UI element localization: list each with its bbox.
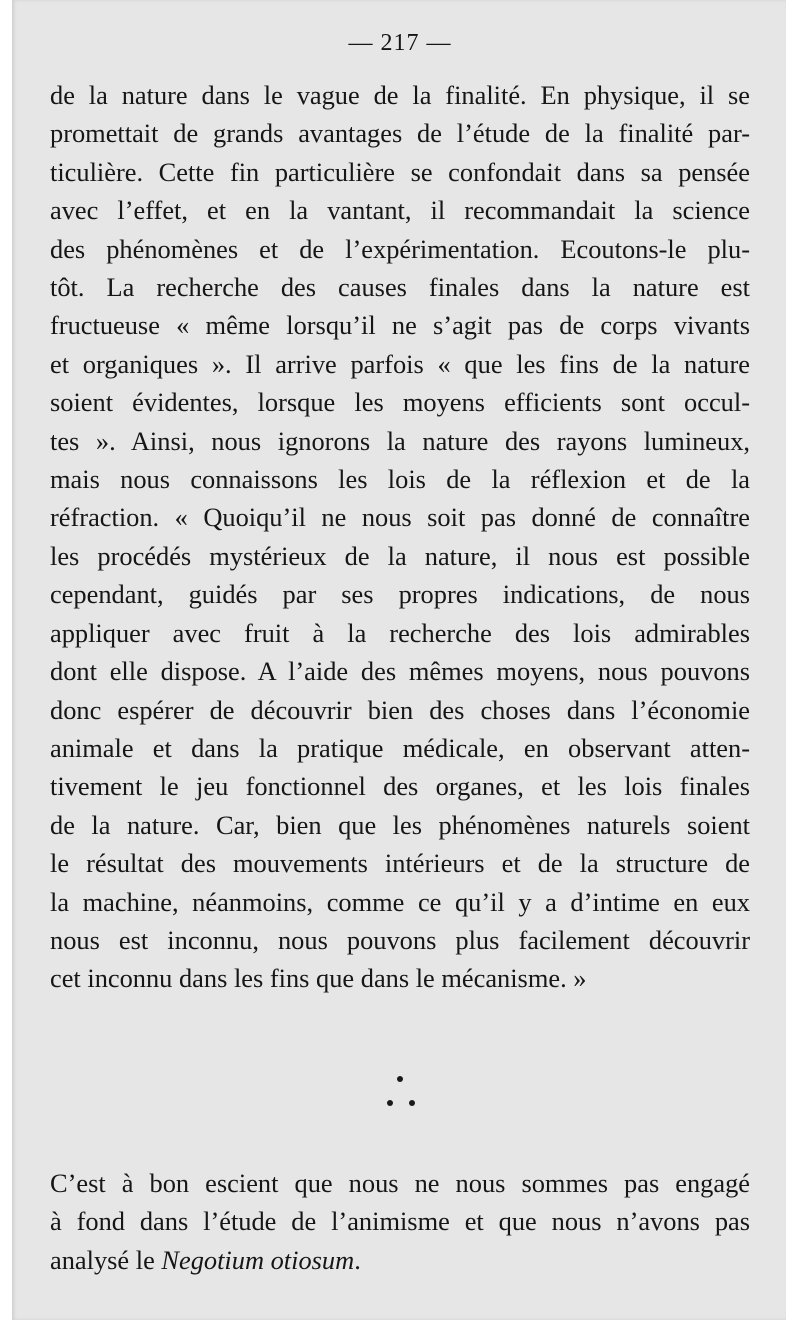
text-line: appliquer avec fruit à la recherche des lois admirables xyxy=(50,617,750,648)
text-line: C’est à bon escient que nous ne nous sommes pas engagé xyxy=(50,1168,750,1198)
text-line: dont elle dispose. A l’aide des mêmes moyens, nous pouvons xyxy=(50,656,750,687)
text-line: soient évidentes, lorsque les moyens efficients sont occul- xyxy=(50,387,750,418)
text-line: de la nature dans le vague de la finalité. En physique, il se xyxy=(50,80,750,110)
text-line: des phénomènes et de l’expérimentation. Ecoutons-le plu- xyxy=(50,233,750,264)
text-line: cependant, guidés par ses propres indications, de nous xyxy=(50,579,750,610)
text-line: les procédés mystérieux de la nature, il nous est possible xyxy=(50,540,750,571)
text-line: tivement le jeu fonctionnel des organes, et les lois finales xyxy=(50,771,750,802)
text-line: de la nature. Car, bien que les phénomènes naturels soient xyxy=(50,809,750,840)
italic-title: Negotium otiosum xyxy=(161,1244,355,1275)
text-line: le résultat des mouvements intérieurs et de la structure de xyxy=(50,848,750,879)
text-line: fructueuse « même lorsqu’il ne s’agit pas de corps vivants xyxy=(50,310,750,341)
text-line-last xyxy=(50,1241,750,1279)
text-fragment: analysé le xyxy=(50,1244,162,1275)
text-line: la machine, néanmoins, comme ce qu’il y a d’intime en eux xyxy=(50,886,750,917)
asterism-star-icon xyxy=(397,1076,403,1082)
text-line: animale et dans la pratique médicale, en observant atten- xyxy=(50,732,750,763)
asterism-star-icon xyxy=(387,1100,393,1106)
page-number: — 217 — xyxy=(348,30,452,56)
asterism-star-icon xyxy=(409,1100,415,1106)
text-line: cet inconnu dans les fins que dans le mécanisme. » xyxy=(50,963,587,994)
text-line: promettait de grands avantages de l’étude de la finalité par- xyxy=(50,118,750,149)
text-line: avec l’effet, et en la vantant, il recommandait la science xyxy=(50,195,750,226)
text-line: à fond dans l’étude de l’animisme et que nous n’avons pas xyxy=(50,1206,750,1237)
text-line: tôt. La recherche des causes finales dans la nature est xyxy=(50,272,750,303)
paragraph-main xyxy=(50,76,750,998)
text-fragment: . xyxy=(354,1244,361,1275)
text-line: tes ». Ainsi, nous ignorons la nature des rayons lumineux, xyxy=(50,425,750,456)
text-line: nous est inconnu, nous pouvons plus facilement découvrir xyxy=(50,924,750,955)
text-line: donc espérer de découvrir bien des choses dans l’économie xyxy=(50,694,750,725)
asterism-separator xyxy=(0,1068,800,1108)
text-line: mais nous connaissons les lois de la réflexion et de la xyxy=(50,464,750,495)
text-line: et organiques ». Il arrive parfois « que les fins de la nature xyxy=(50,348,750,379)
paragraph-closing xyxy=(50,1164,750,1279)
text-line: ticulière. Cette fin particulière se confondait dans sa pensée xyxy=(50,156,750,187)
text-line: réfraction. « Quoiqu’il ne nous soit pas donné de connaître xyxy=(50,502,750,533)
